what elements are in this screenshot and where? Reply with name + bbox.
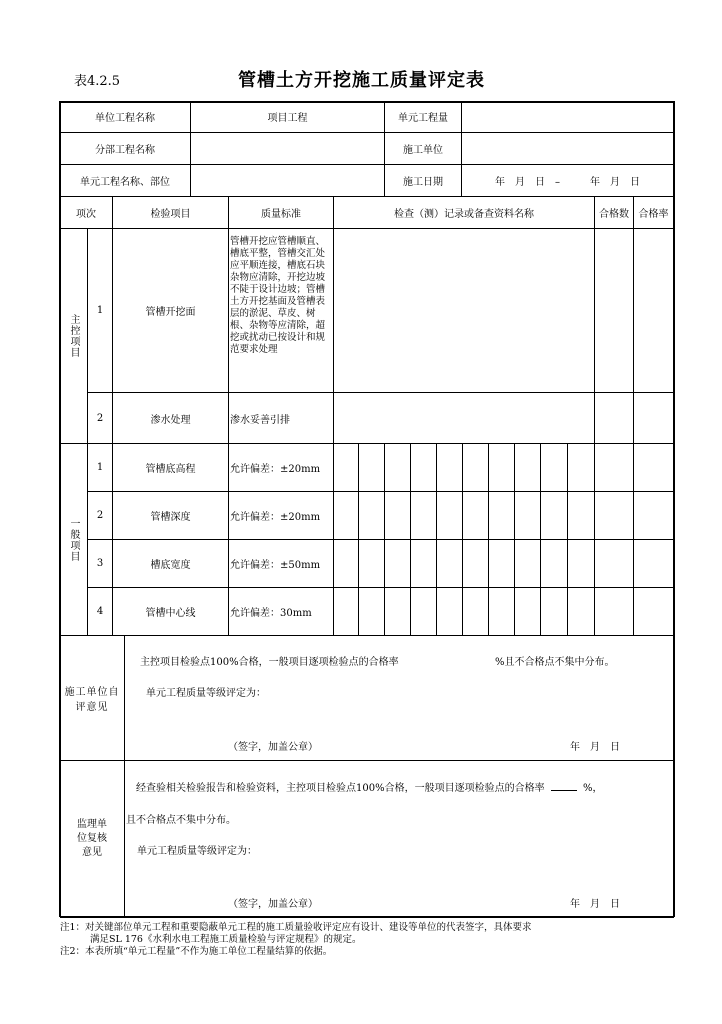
table-number: 表4.2.5 — [74, 74, 121, 89]
supervisor-opinion-line3: 单元工程质量等级评定为： — [137, 846, 257, 857]
general-item-3-name: 槽底宽度 — [150, 560, 191, 571]
general-item-2-standard: 允许偏差：±20mm — [230, 512, 321, 523]
general-item-2-no: 2 — [96, 510, 104, 521]
page-title: 管槽土方开挖施工质量评定表 — [238, 70, 485, 91]
supervisor-opinion-line2: 且不合格点不集中分布。 — [126, 815, 236, 826]
unit-project-value[interactable]: 项目工程 — [267, 113, 308, 124]
col-inspection: 检验项目 — [150, 209, 191, 220]
contractor-opinion-line1-b: %且不合格点不集中分布。 — [494, 657, 615, 668]
contractor-field[interactable] — [462, 133, 673, 164]
construction-date-label: 施工日期 — [403, 177, 443, 188]
construction-date-field[interactable]: 年 月 日 – 年 月 日 — [495, 177, 640, 188]
supervisor-opinion-line1 — [136, 779, 602, 794]
element-name-label: 单元工程名称、部位 — [80, 177, 170, 188]
contractor-opinion-label: 施工单位自评意见 — [64, 687, 120, 713]
element-quantity-label: 单元工程量 — [398, 113, 448, 124]
supervisor-opinion-label: 监理单位复核意见 — [77, 818, 107, 858]
contractor-opinion-line2: 单元工程质量等级评定为： — [146, 688, 266, 699]
sub-project-field[interactable] — [191, 133, 384, 164]
contractor-label: 施工单位 — [403, 145, 443, 156]
general-item-1-name: 管槽底高程 — [145, 464, 196, 475]
general-item-2-name: 管槽深度 — [150, 512, 191, 523]
supervisor-date: 年 月 日 — [570, 899, 620, 910]
contractor-opinion-line1 — [140, 653, 614, 668]
contractor-date: 年 月 日 — [570, 742, 620, 753]
supervisor-sign: （签字，加盖公章） — [228, 899, 318, 910]
general-item-3-no: 3 — [96, 558, 104, 569]
col-item: 项次 — [76, 209, 96, 220]
main-item-1-standard: 管槽开挖应管槽顺直、槽底平整，管槽交汇处应平顺连接，槽底石块杂物应清除，开挖边坡不陡于设计边坡；管槽土方开挖基面及管槽表层的淤泥、草皮、树根、杂物等应清除，超挖或扰动已按设计和规范要求处理 — [230, 236, 326, 355]
main-item-1-no: 1 — [96, 305, 104, 316]
note-1-continued: 满足SL 176《水利水电工程施工质量检验与评定规程》的规定。 — [90, 934, 362, 945]
main-item-2-no: 2 — [96, 412, 104, 424]
col-pass-rate: 合格率 — [638, 209, 669, 220]
supervisor-opinion-line1-a: 经查验相关检验报告和检验资料，主控项目检验点100%合格，一般项目逐项检验点的合格率 — [136, 783, 545, 794]
main-items-group-label: 主控项目 — [68, 314, 79, 358]
general-item-3-standard: 允许偏差：±50mm — [230, 560, 321, 571]
main-item-1-name: 管槽开挖面 — [145, 307, 196, 318]
general-item-1-standard: 允许偏差：±20mm — [230, 464, 321, 475]
main-item-2-name: 渗水处理 — [150, 414, 191, 426]
note-1: 注1：对关键部位单元工程和重要隐蔽单元工程的施工质量验收评定应有设计、建设等单位的代表签字，具体要求 — [60, 922, 532, 933]
supervisor-opinion-line1-b: %， — [582, 783, 603, 794]
col-records: 检查（测）记录或备查资料名称 — [394, 209, 534, 220]
sub-project-label: 分部工程名称 — [95, 145, 155, 156]
note-2: 注2：本表所填“单元工程量”不作为施工单位工程量结算的依据。 — [60, 946, 333, 957]
contractor-opinion-line1-a: 主控项目检验点100%合格，一般项目逐项检验点的合格率 — [140, 657, 399, 668]
col-pass-count: 合格数 — [599, 209, 629, 220]
element-quantity-field[interactable] — [462, 101, 673, 132]
supervisor-pass-rate-blank[interactable] — [551, 779, 577, 791]
main-item-2-standard: 渗水妥善引排 — [230, 414, 290, 426]
general-item-4-name: 管槽中心线 — [145, 608, 196, 619]
general-item-1-no: 1 — [96, 462, 104, 473]
col-standard: 质量标准 — [261, 209, 301, 220]
general-item-4-standard: 允许偏差：30mm — [230, 608, 312, 619]
unit-project-label: 单位工程名称 — [95, 113, 155, 124]
contractor-sign: （签字，加盖公章） — [228, 742, 318, 753]
general-items-group-label: 一般项目 — [68, 517, 79, 562]
element-name-field[interactable] — [191, 165, 384, 196]
general-item-4-no: 4 — [96, 606, 104, 617]
